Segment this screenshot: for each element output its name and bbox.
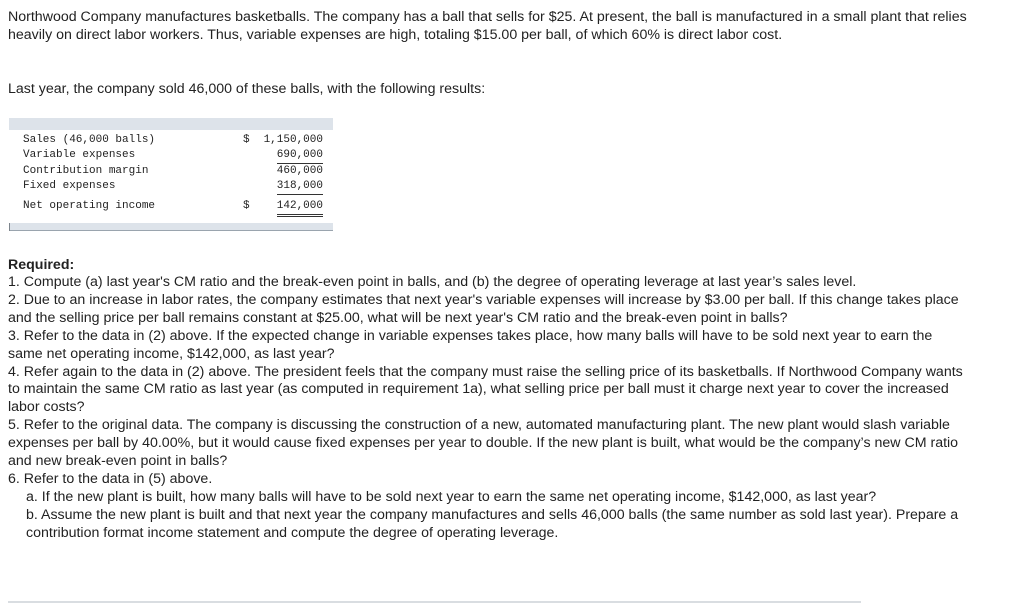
row-label: Contribution margin [23, 165, 149, 177]
statement-row-fixed-expenses [9, 179, 333, 194]
requirement-item: 3. Refer to the data in (2) above. If the expected change in variable expenses takes place, how many balls will have to be sold next year to earn the same net operating income, $142,000, as last year? [8, 327, 933, 362]
table-header-bar [9, 118, 333, 130]
row-amount: 318,000 [277, 179, 323, 195]
sub-requirement-item: a. If the new plant is built, how many balls will have to be sold next year to earn the same net operating income, $142,000, as last year? [26, 488, 877, 505]
table-footer-bar [9, 223, 333, 231]
requirement-item: 5. Refer to the original data. The company is discussing the construction of a new, automated manufacturing plant. The new plant would slash variable expenses per ball by 40.00%, but it would cause fixed expenses per year to double. If the new plant is built, what would be the company’s new CM ratio and new break-even point in balls? [8, 417, 959, 470]
sub-requirements-list [8, 489, 968, 543]
statement-row-contribution-margin [9, 164, 333, 179]
requirements-list [8, 274, 968, 543]
required-heading: Required: [8, 257, 75, 273]
row-amount: 1,150,000 [263, 134, 323, 146]
row-label: Fixed expenses [23, 180, 116, 192]
row-amount: 460,000 [276, 165, 323, 177]
requirement-item: 2. Due to an increase in labor rates, the company estimates that next year's variable expenses will increase by $3.00 per ball. If this change takes place and the selling price per ball remains constant at $25.00, what will be next year's CM ratio and the break-even point in balls? [8, 291, 959, 326]
problem-intro: Northwood Company manufactures basketballs. The company has a ball that sells for $25. At present, the ball is manufactured in a small plant that relies heavily on direct labor workers. Thus, variable expenses are high, totaling $15.00 per ball, of which 60% is direct labor cost. [8, 9, 967, 43]
statement-row-net-operating-income [9, 199, 333, 214]
requirement-item: 6. Refer to the data in (5) above. [8, 470, 213, 487]
row-amount: 142,000 [277, 199, 323, 217]
dollar-sign: $ [243, 200, 250, 212]
dollar-sign: $ [243, 134, 250, 146]
statement-row-variable-expenses [9, 148, 333, 163]
row-amount: 690,000 [277, 148, 323, 164]
row-label: Net operating income [23, 200, 156, 212]
requirement-subitems [8, 489, 968, 543]
income-statement-table [9, 118, 333, 230]
requirement-item: 4. Refer again to the data in (2) above. The president feels that the company must raise the selling price of its basketballs. If Northwood Company wants to maintain the same CM ratio as last year (as computed in requirement 1a), what selling price per ball must it charge next year to cover the increased labor costs? [8, 363, 963, 416]
sub-requirement-item: b. Assume the new plant is built and that next year the company manufactures and sells 46,000 balls (the same number as sold last year). Prepare a contribution format income statement and compute the degree of operating leverage. [26, 506, 959, 541]
requirement-item: 1. Compute (a) last year's CM ratio and the break-even point in balls, and (b) the degree of operating leverage at last year’s sales level. [8, 274, 857, 290]
row-label: Sales (46,000 balls) [23, 134, 156, 146]
statement-row-sales [9, 133, 333, 148]
table-footer-edge [9, 223, 10, 231]
row-label: Variable expenses [23, 149, 136, 161]
last-year-sentence: Last year, the company sold 46,000 of these balls, with the following results: [8, 81, 486, 97]
